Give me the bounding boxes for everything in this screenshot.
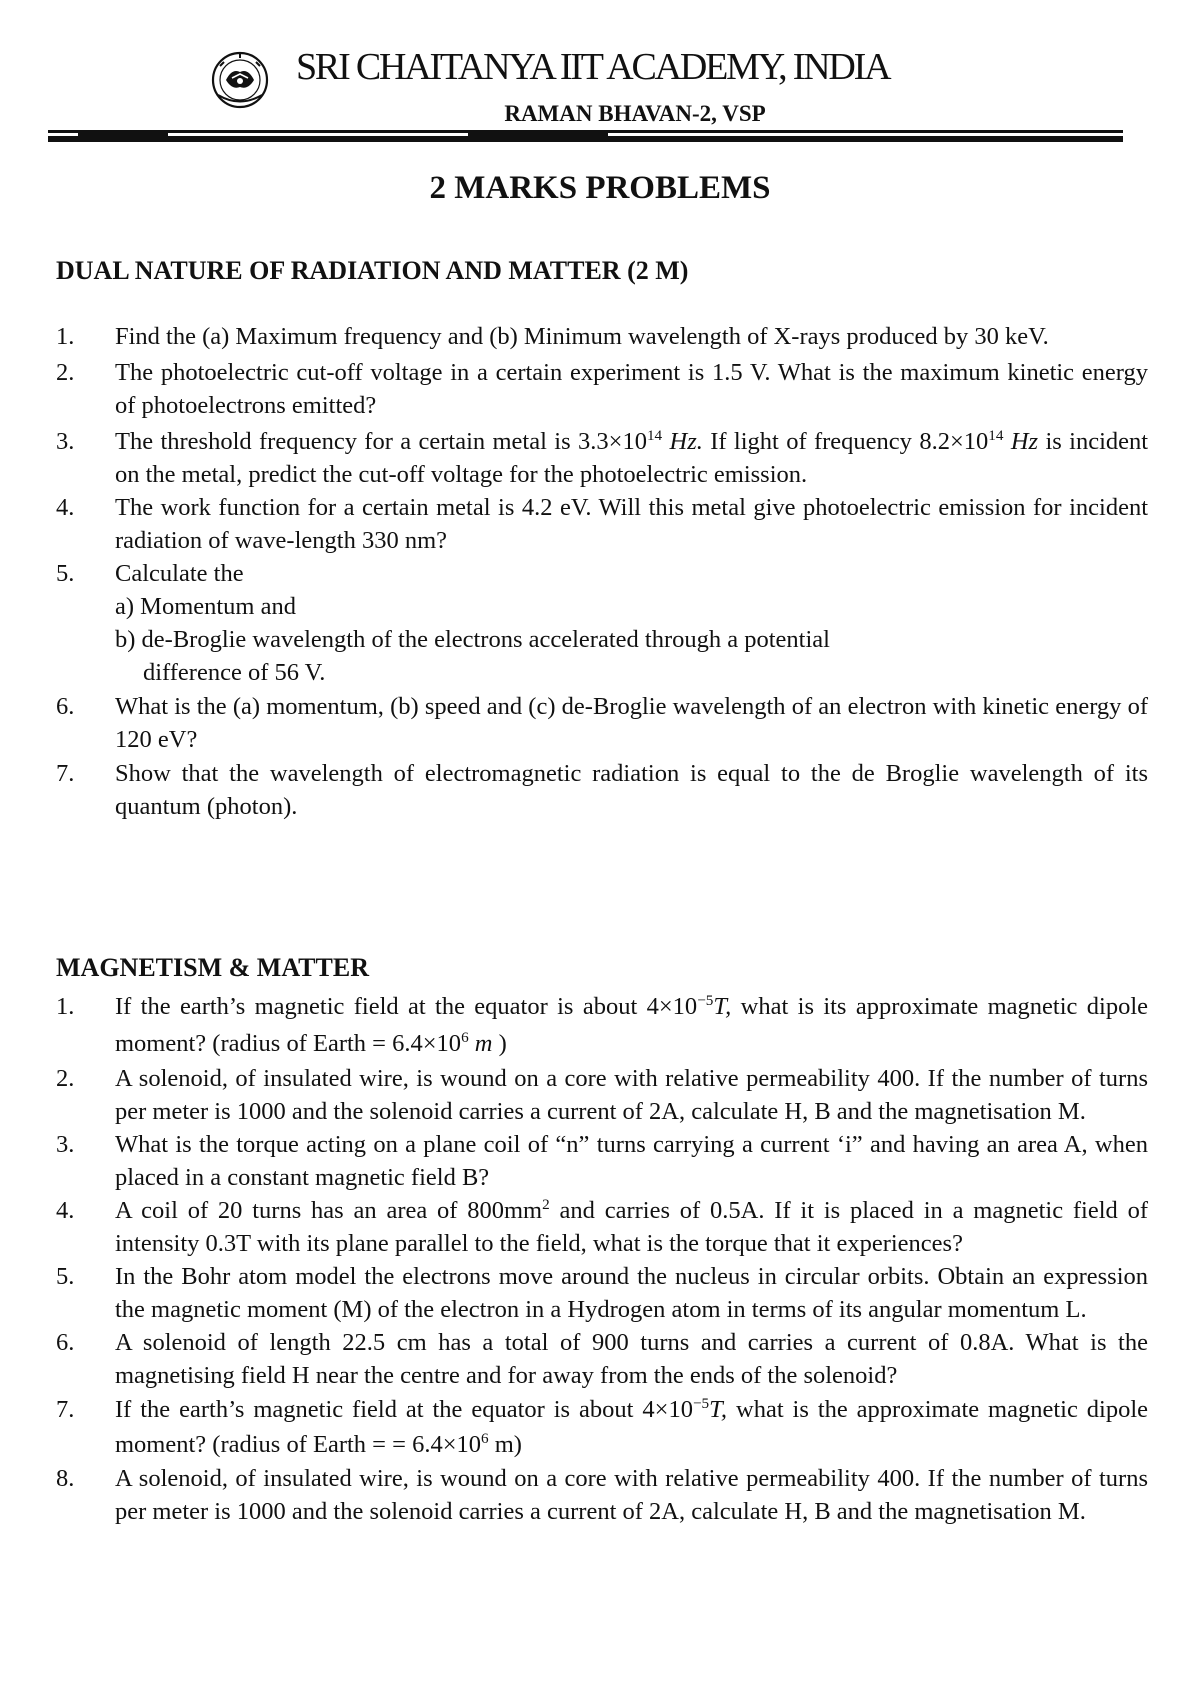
- page-title: 2 MARKS PROBLEMS: [429, 170, 771, 206]
- list-item: 8. A solenoid, of insulated wire, is wound on a core with relative permeability 400. If the number of turns per meter is 1000 and the solenoid carries a current of 2A, calculate H, B and the magnetisation M.: [56, 1465, 1148, 1525]
- magnetism-question-list: [0, 988, 1200, 1528]
- list-item: 6. What is the (a) momentum, (b) speed and (c) de-Broglie wavelength of an electron with kinetic energy of 120 eV?: [56, 693, 1148, 753]
- list-item: 2. A solenoid, of insulated wire, is wound on a core with relative permeability 400. If the number of turns per meter is 1000 and the solenoid carries a current of 2A, calculate H, B and the magnetisation M.: [56, 1065, 1148, 1125]
- institute-crest-icon: [210, 50, 270, 110]
- section-heading-dual-nature: DUAL NATURE OF RADIATION AND MATTER (2 M): [56, 256, 689, 285]
- list-item: 5. In the Bohr atom model the electrons move around the nucleus in circular orbits. Obtain an expression the magnetic moment (M) of the electron in a Hydrogen atom in terms of its angular momentum L.: [56, 1263, 1148, 1323]
- academy-name: SRI CHAITANYA IIT ACADEMY, INDIA: [296, 46, 890, 88]
- list-item: 7. Show that the wavelength of electromagnetic radiation is equal to the de Broglie wavelength of its quantum (photon).: [56, 760, 1148, 820]
- list-item: 3. The threshold frequency for a certain metal is $3.3\times 10^{14}$ Hz. If light of frequency $8.2\times 10^{14}$ Hz is incident on the metal, predict the cut-off voltage for the photoelectric emission.: [56, 426, 1149, 488]
- list-item: 7. If the earth’s magnetic field at the equator is about $4\times 10^{-5}T$, what is the approximate magnetic dipole moment? (radius of Earth = = $6.4\times 10^6$ m): [56, 1394, 1149, 1458]
- section-heading-magnetism: MAGNETISM & MATTER: [56, 953, 369, 982]
- list-item: 5. Calculate the a) Momentum and b) de-Broglie wavelength of the electrons accelerated through a potential difference of 56 V.: [56, 560, 830, 686]
- branch-name: RAMAN BHAVAN-2, VSP: [504, 101, 766, 126]
- list-item: 1. Find the (a) Maximum frequency and (b) Minimum wavelength of X-rays produced by 30 keV.: [56, 323, 1049, 350]
- dual-nature-question-list: [0, 320, 1200, 823]
- list-item: 4. The work function for a certain metal is 4.2 eV. Will this metal give photoelectric emission for incident radiation of wave-length 330 nm?: [56, 494, 1148, 554]
- list-item: 3. What is the torque acting on a plane coil of “n” turns carrying a current ‘i” and having an area A, when placed in a constant magnetic field B?: [56, 1131, 1148, 1191]
- list-item: 2. The photoelectric cut-off voltage in a certain experiment is 1.5 V. What is the maximum kinetic energy of photoelectrons emitted?: [56, 359, 1148, 419]
- list-item: 4. A coil of 20 turns has an area of $800mm^2$ and carries of 0.5A. If it is placed in a magnetic field of intensity 0.3T with its plane parallel to the field, what is the torque that it experiences?: [56, 1195, 1148, 1257]
- list-item: 1. If the earth’s magnetic field at the equator is about $4\times 10^{-5}T$, what is its approximate magnetic dipole moment? (radius of Earth = $6.4\times 10^6$ m ): [56, 991, 1149, 1057]
- list-item: 6. A solenoid of length 22.5 cm has a total of 900 turns and carries a current of 0.8A. What is the magnetising field H near the centre and for away from the ends of the solenoid?: [56, 1329, 1148, 1389]
- header-rule: [48, 128, 1123, 144]
